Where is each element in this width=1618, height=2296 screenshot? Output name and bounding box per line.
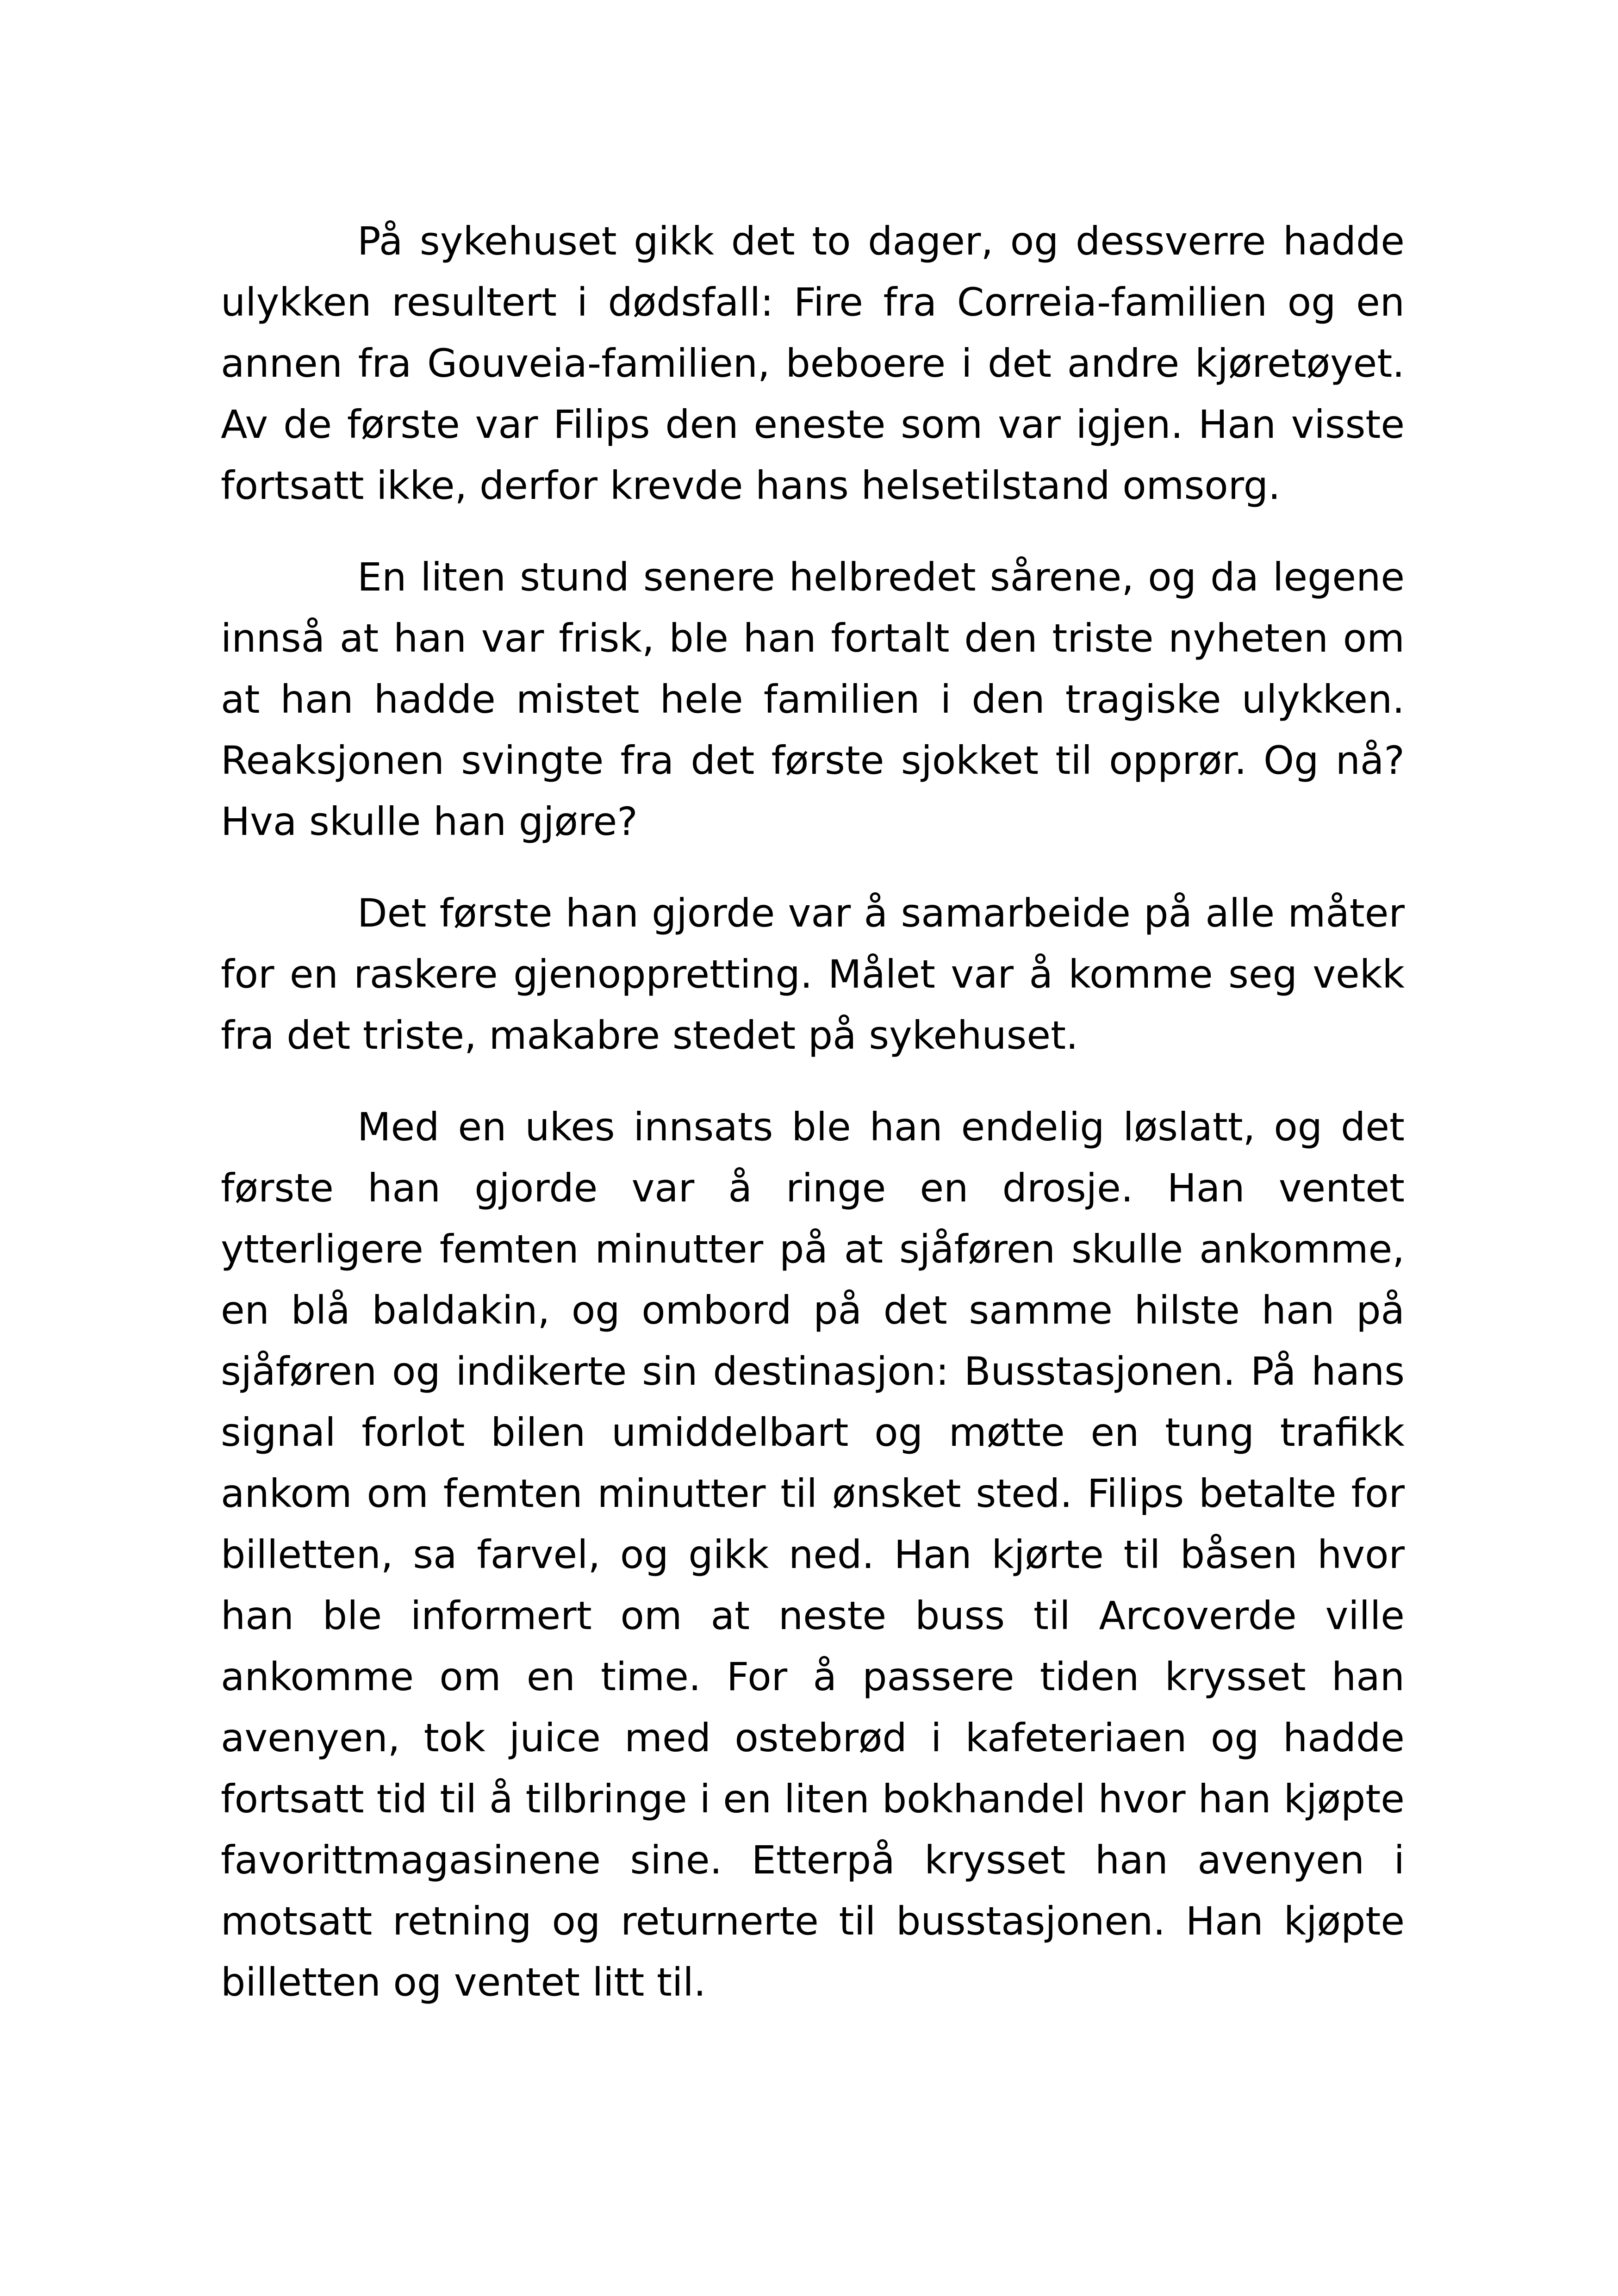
paragraph-1: På sykehuset gikk det to dager, og dessverre hadde ulykken resultert i dødsfall: Fire fra Correia-familien og en annen fra Gouveia-familien, beboere i det andre kjøretøyet. Av de første var Filips den eneste som var igjen. Han visste fortsatt ikke, derfor krevde hans helsetilstand omsorg. bbox=[221, 218, 1405, 508]
paragraph-2: En liten stund senere helbredet sårene, og da legene innså at han var frisk, ble han fortalt den triste nyheten om at han hadde mistet hele familien i den tragiske ulykken. Reaksjonen svingte fra det første sjokket til opprør. Og nå? Hva skulle han gjøre? bbox=[221, 554, 1405, 844]
paragraph-3: Det første han gjorde var å samarbeide på alle måter for en raskere gjenoppretting. Målet var å komme seg vekk fra det triste, makabre stedet på sykehuset. bbox=[221, 890, 1405, 1058]
paragraph-4: Med en ukes innsats ble han endelig løslatt, og det første han gjorde var å ringe en drosje. Han ventet ytterligere femten minutter på at sjåføren skulle ankomme, en blå baldakin, og ombord på det samme hilste han på sjåføren og indikerte sin destinasjon: Busstasjonen. På hans signal forlot bilen umiddelbart og møtte en tung trafikk ankom om femten minutter til ønsket sted. Filips betalte for billetten, sa farvel, og gikk ned. Han kjørte til båsen hvor han ble informert om at neste buss til Arcoverde ville ankomme om en time. For å passere tiden krysset han avenyen, tok juice med ostebrød i kafeteriaen og hadde fortsatt tid til å tilbringe i en liten bokhandel hvor han kjøpte favorittmagasinene sine. Etterpå krysset han avenyen i motsatt retning og returnerte til busstasjonen. Han kjøpte billetten og ventet litt til. bbox=[221, 1104, 1405, 2005]
body-text bbox=[221, 211, 1405, 2043]
